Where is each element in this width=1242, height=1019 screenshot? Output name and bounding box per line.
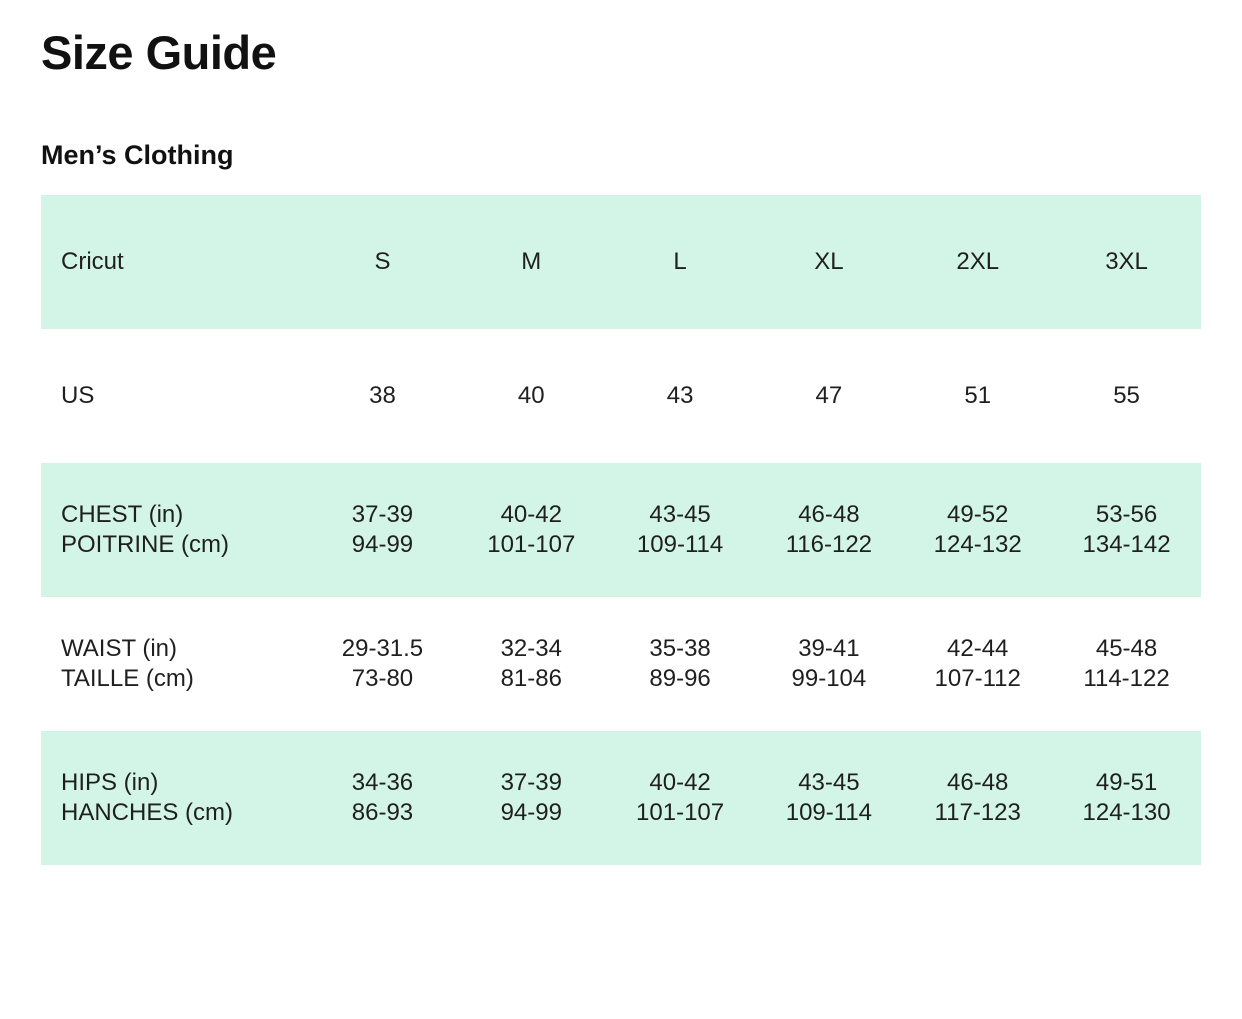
label-inches: CHEST (in) (61, 501, 184, 528)
hips-cell (308, 731, 457, 865)
value-inches: 46-48 (798, 501, 860, 528)
size-header-2xl: 2XL (903, 195, 1052, 329)
chest-cell (606, 463, 755, 597)
value-centimeters: 134-142 (1082, 531, 1171, 558)
value-centimeters: 101-107 (487, 531, 576, 558)
hips-cell (457, 731, 606, 865)
hips-cell (903, 731, 1052, 865)
value-inches: 37-39 (500, 769, 562, 796)
value-centimeters: 124-132 (933, 531, 1022, 558)
waist-cell (1052, 597, 1201, 731)
us-value: 43 (666, 382, 694, 409)
table-row-header (41, 195, 1201, 329)
chest-cell (1052, 463, 1201, 597)
hips-cell (754, 731, 903, 865)
waist-cell (754, 597, 903, 731)
value-inches: 46-48 (947, 769, 1009, 796)
value-inches: 42-44 (947, 635, 1009, 662)
value-centimeters: 101-107 (636, 799, 725, 826)
us-value: 55 (1113, 382, 1140, 409)
table-row-hips (41, 731, 1201, 865)
label-centimeters: TAILLE (cm) (61, 665, 194, 692)
waist-cell (903, 597, 1052, 731)
value-centimeters: 109-114 (785, 799, 873, 826)
label-centimeters: HANCHES (cm) (61, 799, 233, 826)
row-label-chest (41, 463, 308, 597)
table-row-waist (41, 597, 1201, 731)
section-title: Men’s Clothing (41, 140, 234, 170)
row-label-us: US (61, 382, 95, 409)
chest-cell (754, 463, 903, 597)
us-value: 51 (964, 382, 992, 409)
label-centimeters: POITRINE (cm) (61, 531, 229, 558)
size-header-m: M (457, 195, 606, 329)
table-row-us (41, 329, 1201, 463)
us-value: 47 (815, 382, 843, 409)
waist-cell (457, 597, 606, 731)
chest-cell (308, 463, 457, 597)
row-label-hips (41, 731, 308, 865)
waist-cell (308, 597, 457, 731)
hips-cell (606, 731, 755, 865)
value-centimeters: 99-104 (791, 665, 867, 692)
value-inches: 43-45 (649, 501, 711, 528)
value-inches: 29-31.5 (341, 635, 424, 662)
us-value: 40 (517, 382, 545, 409)
value-inches: 53-56 (1095, 501, 1158, 528)
value-inches: 37-39 (351, 501, 414, 528)
label-inches: WAIST (in) (61, 635, 178, 662)
size-header-3xl: 3XL (1052, 195, 1201, 329)
value-centimeters: 86-93 (351, 799, 414, 826)
value-inches: 32-34 (500, 635, 562, 662)
chest-cell (903, 463, 1052, 597)
value-inches: 43-45 (798, 769, 860, 796)
size-table (41, 195, 1201, 865)
table-row-chest (41, 463, 1201, 597)
value-centimeters: 116-122 (785, 531, 873, 558)
us-value: 38 (369, 382, 396, 409)
value-inches: 45-48 (1095, 635, 1158, 662)
value-centimeters: 94-99 (351, 531, 414, 558)
value-inches: 49-52 (947, 501, 1009, 528)
value-inches: 35-38 (649, 635, 711, 662)
value-centimeters: 73-80 (351, 665, 414, 692)
value-centimeters: 94-99 (500, 799, 562, 826)
value-centimeters: 117-123 (934, 799, 1021, 826)
hips-cell (1052, 731, 1201, 865)
value-inches: 34-36 (351, 769, 414, 796)
value-inches: 40-42 (649, 769, 711, 796)
value-centimeters: 109-114 (636, 531, 724, 558)
size-header-s: S (308, 195, 457, 329)
value-centimeters: 81-86 (500, 665, 562, 692)
size-header-xl: XL (754, 195, 903, 329)
value-inches: 49-51 (1095, 769, 1158, 796)
size-header-l: L (606, 195, 755, 329)
label-inches: HIPS (in) (61, 769, 159, 796)
page-title: Size Guide (41, 26, 277, 79)
value-centimeters: 124-130 (1082, 799, 1171, 826)
value-inches: 40-42 (500, 501, 562, 528)
value-centimeters: 89-96 (649, 665, 711, 692)
chest-cell (457, 463, 606, 597)
value-centimeters: 107-112 (934, 665, 1021, 692)
row-label-brand: Cricut (41, 195, 308, 329)
value-centimeters: 114-122 (1083, 665, 1170, 692)
value-inches: 39-41 (798, 635, 860, 662)
row-label-waist (41, 597, 308, 731)
waist-cell (606, 597, 755, 731)
